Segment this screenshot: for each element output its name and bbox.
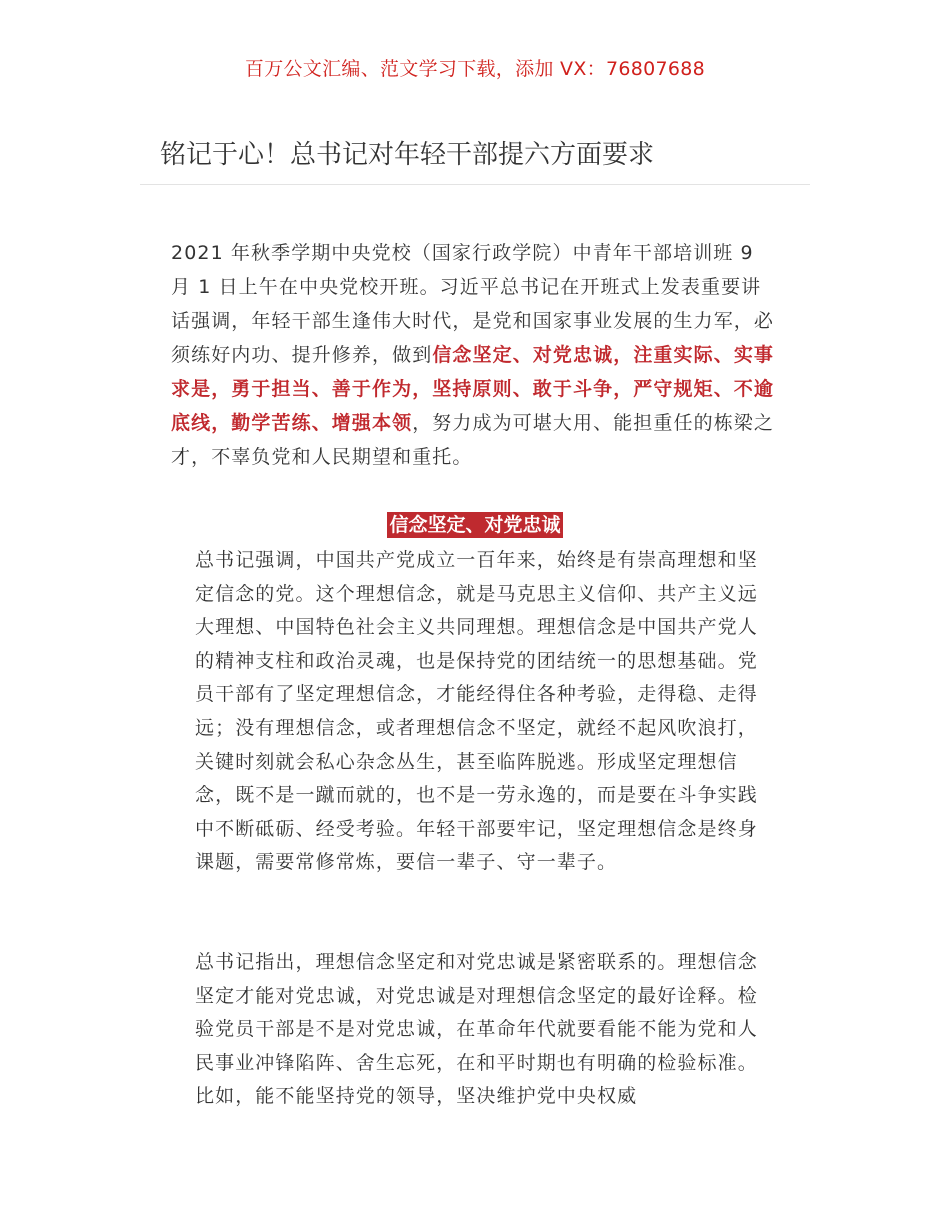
body-paragraph-2: 总书记指出，理想信念坚定和对党忠诚是紧密联系的。理想信念坚定才能对党忠诚，对党忠诚是对理想信念坚定的最好诠释。检验党员干部是不是对党忠诚，在革命年代就要看能不能为党和人民事业冲锋陷阵、舍生忘死，在和平时期也有明确的检验标准。比如，能不能坚持党的领导，坚决维护党中央权威 xyxy=(195,951,758,1108)
section-heading-container xyxy=(0,512,950,538)
body-paragraph-1: 总书记强调，中国共产党成立一百年来，始终是有崇高理想和坚定信念的党。这个理想信念，就是马克思主义信仰、共产主义远大理想、中国特色社会主义共同理想。理想信念是中国共产党人的精神支柱和政治灵魂，也是保持党的团结统一的思想基础。党员干部有了坚定理想信念，才能经得住各种考验，走得稳、走得远；没有理想信念，或者理想信念不坚定，就经不起风吹浪打，关键时刻就会私心杂念丛生，甚至临阵脱逃。形成坚定理想信念，既不是一蹴而就的，也不是一劳永逸的，而是要在斗争实践中不断砥砺、经受考验。年轻干部要牢记，坚定理想信念是终身课题，需要常修常炼，要信一辈子、守一辈子。 xyxy=(195,549,758,874)
promo-banner: 百万公文汇编、范文学习下载，添加 VX：76807688 xyxy=(244,58,706,80)
intro-paragraph xyxy=(171,236,776,474)
intro-tail-text: ，努力成为可堪大用、能担重任的栋梁之才，不辜负党和人民期望和重托。 xyxy=(171,412,775,468)
intro-highlight-text: 信念坚定、对党忠诚，注重实际、实事求是，勇于担当、善于作为，坚持原则、敢于斗争，严守规矩、不逾底线，勤学苦练、增强本领 xyxy=(171,344,775,434)
intro-lead-text: 2021 年秋季学期中央党校（国家行政学院）中青年干部培训班 9 月 1 日上午在中央党校开班。习近平总书记在开班式上发表重要讲话强调，年轻干部生逢伟大时代，是党和国家事业发展的生力军，必须练好内功、提升修养，做到 xyxy=(171,242,775,366)
article-title: 铭记于心！总书记对年轻干部提六方面要求 xyxy=(160,140,655,170)
title-divider xyxy=(140,184,810,185)
section-heading: 信念坚定、对党忠诚 xyxy=(389,514,561,536)
